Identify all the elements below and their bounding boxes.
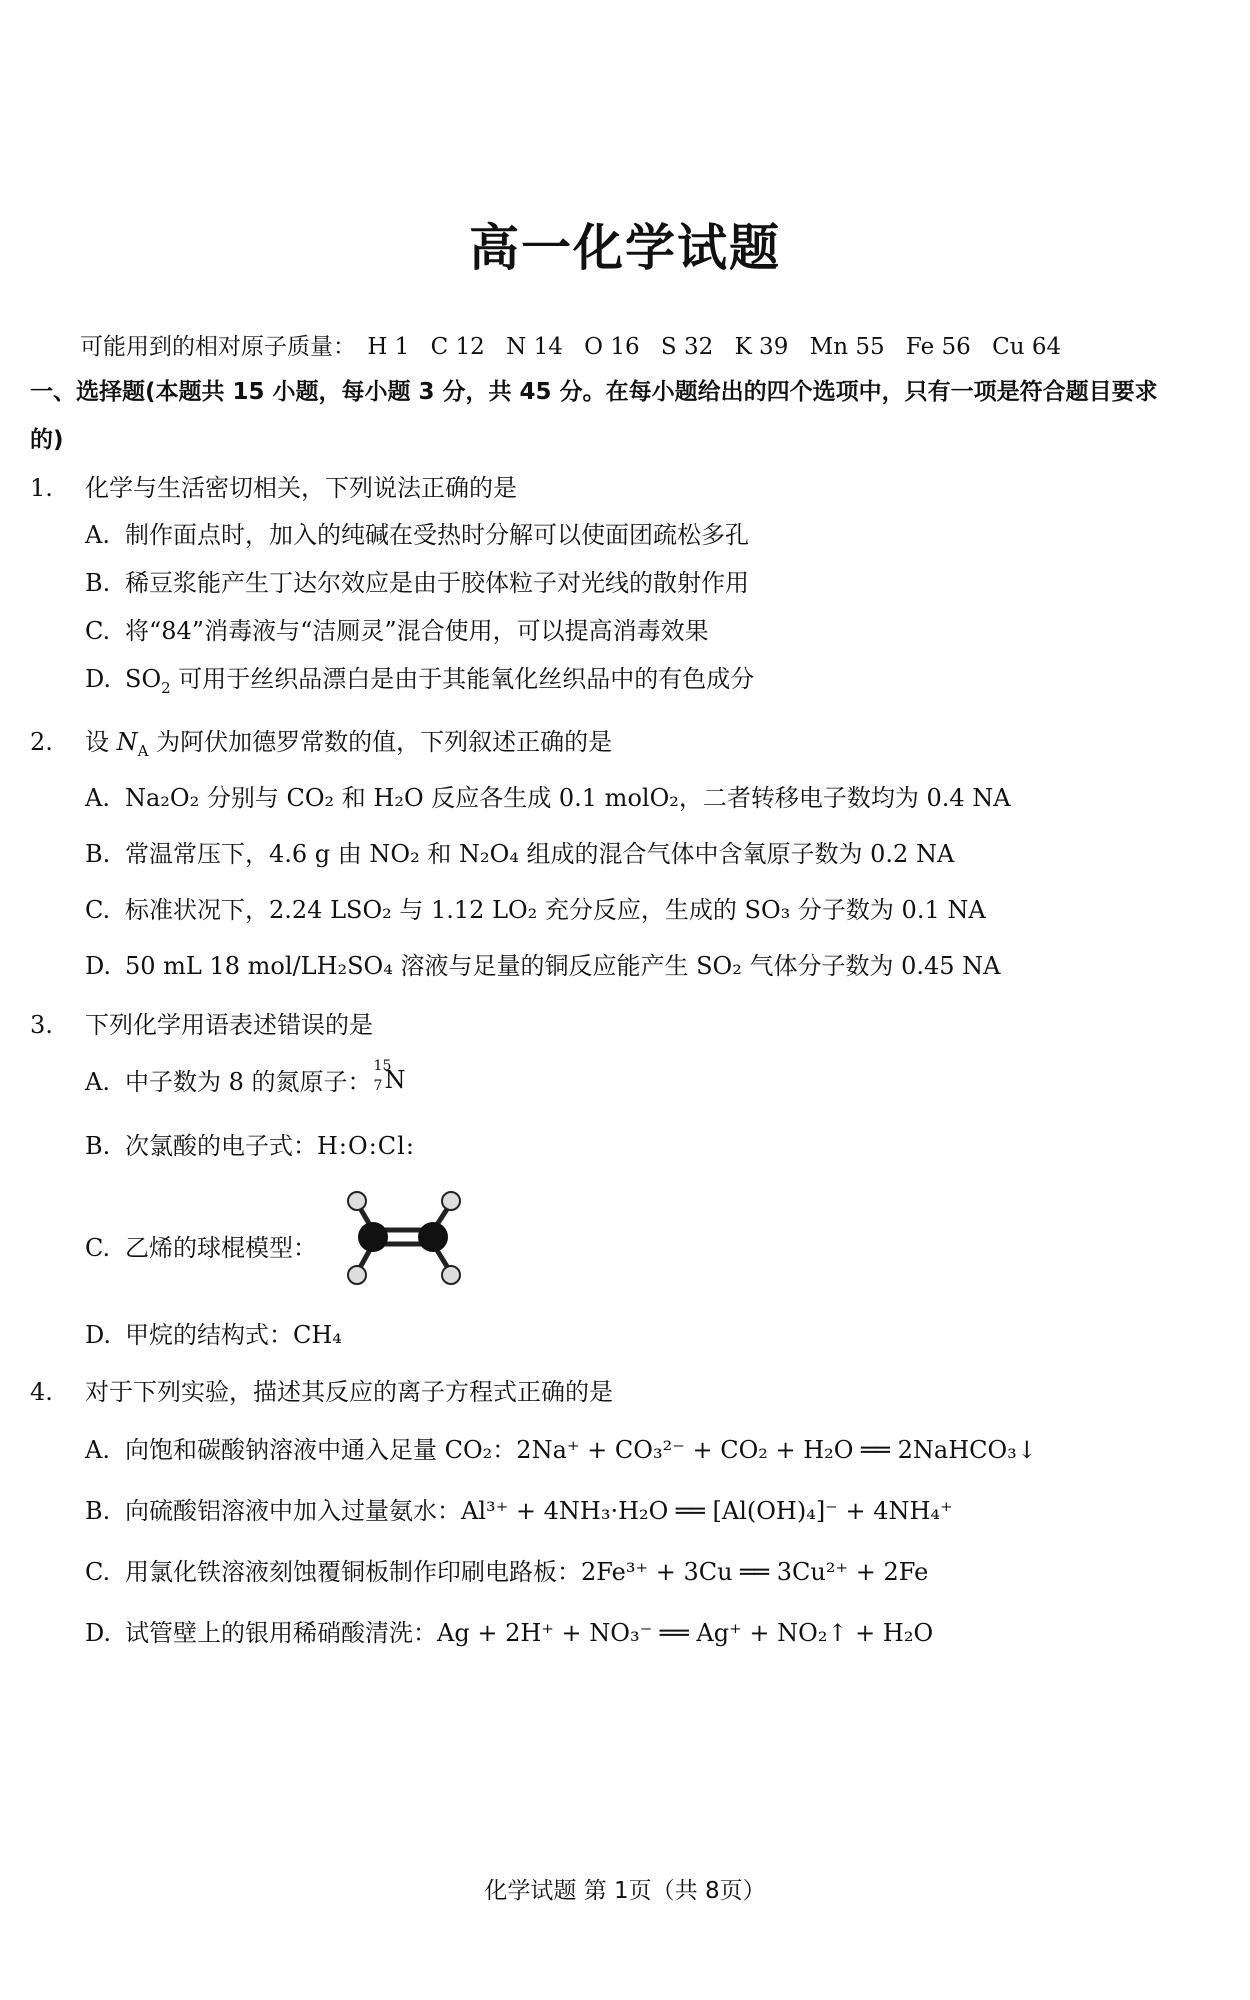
- q4-option-d-desc: 试管壁上的银用稀硝酸清洗：: [125, 1619, 437, 1647]
- section1-heading: 一、选择题(本题共 15 小题，每小题 3 分，共 45 分。在每小题给出的四个选项中，只有一项是符合题目要求的): [30, 379, 1158, 453]
- label-c: C.: [85, 1558, 111, 1586]
- mass-h: H 1: [367, 334, 410, 360]
- mass-s: S 32: [660, 334, 714, 360]
- q2-option-c-text: 标准状况下，2.24 LSO₂ 与 1.12 LO₂ 充分反应，生成的 SO₃ 分子数为 0.1 NA: [125, 896, 986, 924]
- q4-option-a-desc: 向饱和碳酸钠溶液中通入足量 CO₂：: [125, 1436, 517, 1464]
- label-b: B.: [85, 569, 111, 597]
- label-a: A.: [85, 521, 110, 549]
- q2-option-a-text: Na₂O₂ 分别与 CO₂ 和 H₂O 反应各生成 0.1 molO₂，二者转移电子数均为 0.4 NA: [125, 784, 1011, 812]
- atomic-number: 7: [373, 1078, 383, 1094]
- q4-option-b: [85, 1491, 953, 1526]
- question-3-stem: 下列化学用语表述错误的是: [85, 1011, 373, 1039]
- q1-option-c-text: 将“84”消毒液与“洁厕灵”混合使用，可以提高消毒效果: [125, 617, 709, 645]
- label-d: D.: [85, 1619, 112, 1647]
- label-b: B.: [85, 840, 111, 868]
- question-2-stem-post: 为阿伏加德罗常数的值，下列叙述正确的是: [148, 728, 613, 756]
- q2-option-d: [85, 946, 1001, 981]
- subscript-2: 2: [161, 678, 171, 697]
- q1-option-b-text: 稀豆浆能产生丁达尔效应是由于胶体粒子对光线的散射作用: [125, 569, 749, 597]
- q3-option-a: [85, 1058, 406, 1097]
- q3-option-b: [85, 1126, 415, 1161]
- q4-option-c-equation: 2Fe³⁺ + 3Cu ══ 3Cu²⁺ + 2Fe: [581, 1558, 929, 1586]
- q2-option-b: [85, 834, 954, 869]
- q1-option-a: [85, 515, 749, 550]
- hydrogen-atom: [442, 1266, 460, 1284]
- q4-option-b-desc: 向硫酸铝溶液中加入过量氨水：: [125, 1497, 461, 1525]
- mass-c: C 12: [430, 334, 485, 360]
- mass-cu: Cu 64: [992, 334, 1062, 360]
- atomic-masses-label: 可能用到的相对原子质量：: [80, 334, 356, 360]
- hydrogen-atom: [348, 1192, 366, 1210]
- question-3-number: 3.: [30, 1011, 53, 1039]
- label-b: B.: [85, 1497, 111, 1525]
- q1-option-d-post: 可用于丝织品漂白是由于其能氧化丝织品中的有色成分: [170, 665, 755, 693]
- mass-k: K 39: [734, 334, 789, 360]
- q3-option-c-text: 乙烯的球棍模型：: [125, 1234, 317, 1262]
- q2-option-d-text: 50 mL 18 mol/LH₂SO₄ 溶液与足量的铜反应能产生 SO₂ 气体分子数为 0.45 NA: [125, 952, 1001, 980]
- carbon-atom: [358, 1222, 388, 1252]
- question-2: [30, 722, 612, 760]
- carbon-atom: [418, 1222, 448, 1252]
- hypochlorous-electron-formula: H:O:Cl:: [317, 1132, 415, 1160]
- question-2-number: 2.: [30, 728, 53, 756]
- hydrogen-atom: [348, 1266, 366, 1284]
- q2-option-a: [85, 778, 1011, 813]
- q1-option-a-text: 制作面点时，加入的纯碱在受热时分解可以使面团疏松多孔: [125, 521, 749, 549]
- q4-option-a-equation: 2Na⁺ + CO₃²⁻ + CO₂ + H₂O ══ 2NaHCO₃↓: [516, 1436, 1037, 1464]
- q3-option-c: [85, 1228, 317, 1263]
- label-c: C.: [85, 617, 111, 645]
- q4-option-d-equation: Ag + 2H⁺ + NO₃⁻ ══ Ag⁺ + NO₂↑ + H₂O: [437, 1619, 934, 1647]
- ethylene-ball-stick-model: [335, 1185, 475, 1290]
- mass-fe: Fe 56: [905, 334, 971, 360]
- label-a: A.: [85, 1436, 110, 1464]
- mass-n: N 14: [506, 334, 563, 360]
- mass-o: O 16: [584, 334, 640, 360]
- label-d: D.: [85, 665, 112, 693]
- mass-number: 15: [373, 1058, 392, 1074]
- page-title: 高一化学试题: [469, 219, 781, 277]
- question-1: [30, 468, 517, 503]
- q4-option-c-desc: 用氯化铁溶液刻蚀覆铜板制作印刷电路板：: [125, 1558, 581, 1586]
- q4-option-d: [85, 1613, 933, 1648]
- label-c: C.: [85, 1234, 111, 1262]
- page-footer: 化学试题 第 1页（共 8页）: [484, 1878, 766, 1904]
- q4-option-b-equation: Al³⁺ + 4NH₃·H₂O ══ [Al(OH)₄]⁻ + 4NH₄⁺: [461, 1497, 953, 1525]
- label-c: C.: [85, 896, 111, 924]
- q4-option-a: [85, 1430, 1037, 1465]
- question-3: [30, 1005, 373, 1040]
- question-4-stem: 对于下列实验，描述其反应的离子方程式正确的是: [85, 1378, 613, 1406]
- q2-option-b-text: 常温常压下，4.6 g 由 NO₂ 和 N₂O₄ 组成的混合气体中含氧原子数为 0.2 NA: [125, 840, 955, 868]
- label-d: D.: [85, 1321, 112, 1349]
- q1-option-c: [85, 611, 709, 646]
- q2-option-c: [85, 890, 986, 925]
- label-d: D.: [85, 952, 112, 980]
- q3-option-b-text: 次氯酸的电子式：: [125, 1132, 317, 1160]
- question-1-stem: 化学与生活密切相关，下列说法正确的是: [85, 474, 517, 502]
- question-4: [30, 1372, 613, 1407]
- q1-option-b: [85, 563, 749, 598]
- atomic-masses: [80, 328, 1075, 361]
- na-symbol: N: [116, 728, 138, 756]
- na-subscript: A: [137, 741, 149, 760]
- label-b: B.: [85, 1132, 111, 1160]
- hydrogen-atom: [442, 1192, 460, 1210]
- label-a: A.: [85, 784, 110, 812]
- label-a: A.: [85, 1068, 110, 1096]
- question-2-stem-pre: 设: [85, 728, 117, 756]
- question-4-number: 4.: [30, 1378, 53, 1406]
- question-1-number: 1.: [30, 474, 53, 502]
- q1-option-d-pre: SO: [125, 665, 162, 693]
- nitrogen-nuclide: [372, 1058, 406, 1094]
- q1-option-d: [85, 659, 754, 697]
- mass-mn: Mn 55: [809, 334, 885, 360]
- q4-option-c: [85, 1552, 928, 1587]
- q3-option-d-text: 甲烷的结构式：CH₄: [125, 1321, 342, 1349]
- q3-option-d: [85, 1315, 342, 1350]
- q3-option-a-text: 中子数为 8 的氮原子：: [125, 1068, 372, 1096]
- element-symbol: N: [384, 1066, 406, 1094]
